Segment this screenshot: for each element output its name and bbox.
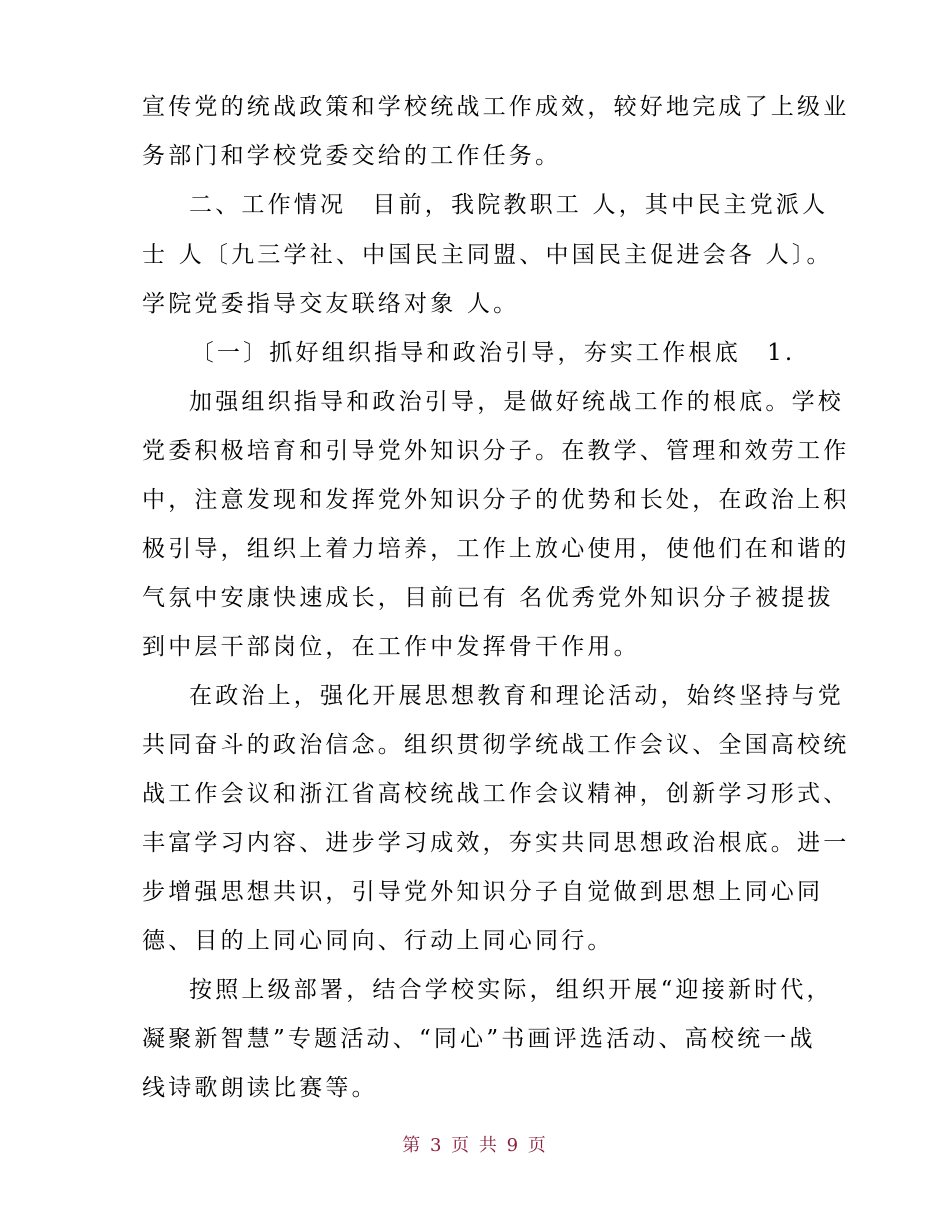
subsection-heading-line: 〔一〕抓好组织指导和政治引导，夯实工作根底 1. [176,340,796,366]
paragraph-line: 步增强思想共识，引导党外知识分子自觉做到思想上同心同 [142,879,824,905]
paragraph-line: 到中层干部岗位，在工作中发挥骨干作用。 [142,634,640,660]
paragraph-line: 共同奋斗的政治信念。组织贯彻学统战工作会议、全国高校统 [142,732,850,758]
paragraph-line: 加强组织指导和政治引导，是做好统战工作的根底。学校 [189,389,844,415]
page-number-footer: 第 3 页 共 9 页 [402,1135,548,1156]
paragraph-line: 丰富学习内容、进步学习成效，夯实共同思想政治根底。进一 [142,830,850,856]
paragraph-line: 凝聚新智慧”专题活动、“同心”书画评选活动、高校统一战 [142,1026,816,1052]
paragraph-line: 党委积极培育和引导党外知识分子。在教学、管理和效劳工作 [142,438,850,464]
paragraph-line: 气氛中安康快速成长，目前已有 名优秀党外知识分子被提拔 [142,585,834,611]
paragraph-line: 按照上级部署，结合学校实际，组织开展“迎接新时代， [189,977,833,1003]
paragraph-line: 士 人〔九三学社、中国民主同盟、中国民主促进会各 人〕。 [142,242,833,268]
paragraph-line: 极引导，组织上着力培养，工作上放心使用，使他们在和谐的 [142,536,850,562]
paragraph-line: 宣传党的统战政策和学校统战工作成效，较好地完成了上级业 [142,94,850,120]
paragraph-line: 线诗歌朗读比赛等。 [142,1075,378,1101]
paragraph-line: 战工作会议和浙江省高校统战工作会议精神，创新学习形式、 [142,781,850,807]
paragraph-line: 德、目的上同心同向、行动上同心同行。 [142,928,614,954]
paragraph-line: 务部门和学校党委交给的工作任务。 [142,143,562,169]
paragraph-line: 在政治上，强化开展思想教育和理论活动，始终坚持与党 [189,683,844,709]
paragraph-line: 中，注意发现和发挥党外知识分子的优势和长处，在政治上积 [142,487,850,513]
section-heading-line: 二、工作情况 目前，我院教职工 人，其中民主党派人 [189,192,829,218]
paragraph-line: 学院党委指导交友联络对象 人。 [142,291,520,317]
